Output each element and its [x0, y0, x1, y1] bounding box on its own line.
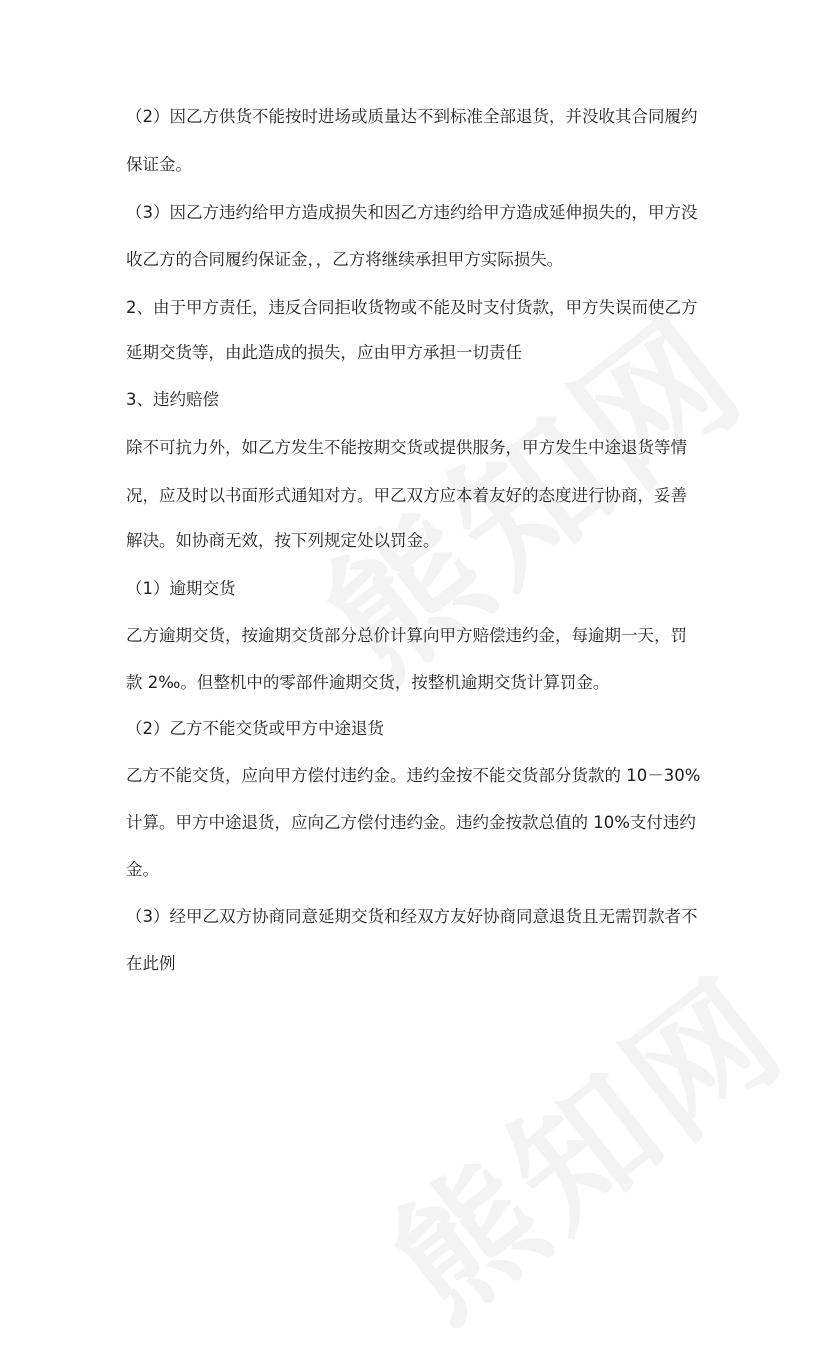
paragraph-line: （3）因乙方违约给甲方造成损失和因乙方违约给甲方造成延伸损失的，甲方没 [126, 203, 698, 222]
paragraph-line: 乙方不能交货，应向甲方偿付违约金。违约金按不能交货部分货款的 10－30% [126, 766, 701, 785]
paragraph-line: 解决。如协商无效，按下列规定处以罚金。 [126, 531, 440, 550]
subsection-heading: （1）逾期交货 [126, 579, 236, 598]
paragraph-line: 2、由于甲方责任，违反合同拒收货物或不能及时支付货款，甲方失误而使乙方 [126, 298, 698, 317]
paragraph-line: 保证金。 [126, 155, 192, 174]
paragraph-line: 况，应及时以书面形式通知对方。甲乙双方应本着友好的态度进行协商，妥善 [126, 486, 687, 505]
paragraph-line: 延期交货等，由此造成的损失，应由甲方承担一切责任 [126, 343, 522, 362]
paragraph-line: 除不可抗力外，如乙方发生不能按期交货或提供服务，甲方发生中途退货等情 [126, 438, 687, 457]
subsection-heading: （2）乙方不能交货或甲方中途退货 [126, 719, 384, 738]
paragraph-line: 乙方逾期交货，按逾期交货部分总价计算向甲方赔偿违约金，每逾期一天，罚 [126, 626, 687, 645]
paragraph-line: （3）经甲乙双方协商同意延期交货和经双方友好协商同意退货且无需罚款者不 [126, 907, 698, 926]
paragraph-line: 收乙方的合同履约保证金，，乙方将继续承担甲方实际损失。 [126, 250, 564, 269]
paragraph-line: 在此例 [126, 954, 176, 973]
section-heading: 3、违约赔偿 [126, 390, 219, 409]
paragraph-line: 计算。甲方中途退货，应向乙方偿付违约金。违约金按款总值的 10%支付违约 [126, 813, 696, 832]
watermark [345, 925, 819, 1356]
paragraph-line: 金。 [126, 860, 159, 879]
paragraph-line: 款 2‰。但整机中的零部件逾期交货，按整机逾期交货计算罚金。 [126, 673, 610, 692]
paragraph-line: （2）因乙方供货不能按时进场或质量达不到标准全部退货，并没收其合同履约 [126, 107, 698, 126]
